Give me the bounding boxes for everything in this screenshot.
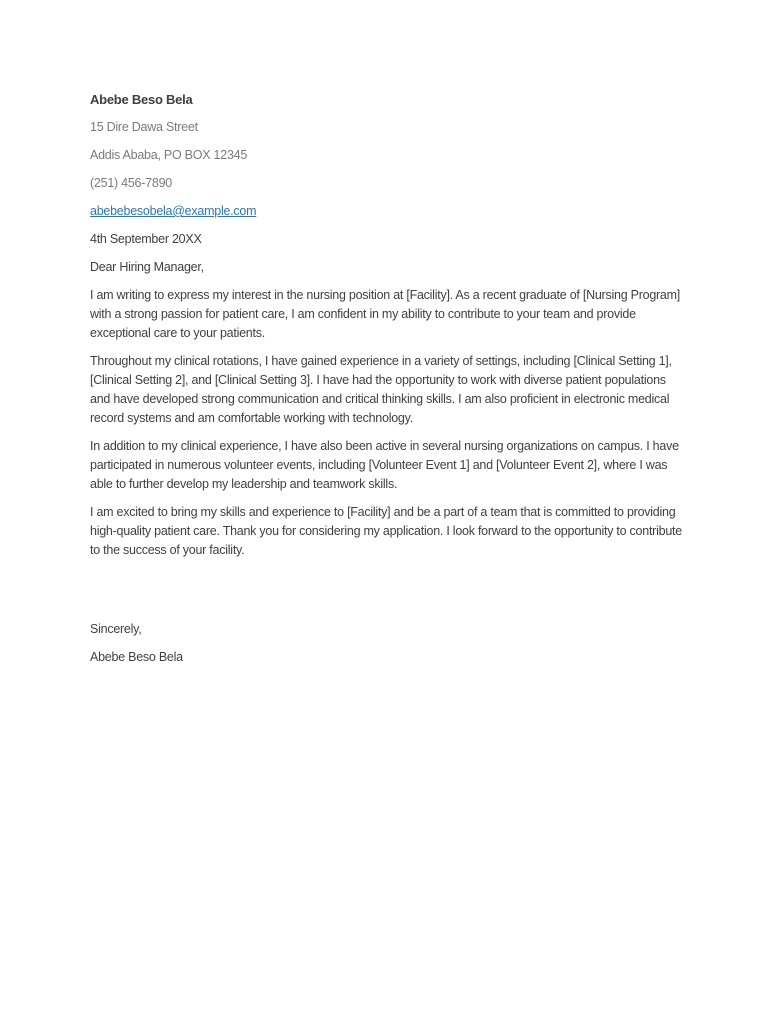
salutation: Dear Hiring Manager, <box>90 260 204 274</box>
sender-phone: (251) 456-7890 <box>90 176 172 190</box>
sender-address-line-2: Addis Ababa, PO BOX 12345 <box>90 148 248 162</box>
closing: Sincerely, <box>90 622 142 636</box>
letter-date: 4th September 20XX <box>90 232 202 246</box>
body-paragraph-1: I am writing to express my interest in the nursing position at [Facility]. As a recent graduate of [Nursing Program] with a strong passion for patient care, I am confident in my ability to contribute to your team and provide exceptional care to your patients. <box>90 288 681 340</box>
body-paragraph-2: Throughout my clinical rotations, I have gained experience in a variety of settings, including [Clinical Setting 1], [Clinical Setting 2], and [Clinical Setting 3]. I have had the opportunity to work with diverse patient populations and have developed strong communication and critical thinking skills. I am also proficient in electronic medical record systems and am comfortable working with technology. <box>90 354 672 425</box>
body-paragraph-4: I am excited to bring my skills and experience to [Facility] and be a part of a team that is committed to providing high-quality patient care. Thank you for considering my application. I look forward to the opportunity to contribute to the success of your facility. <box>90 505 682 557</box>
sender-name: Abebe Beso Bela <box>90 92 193 107</box>
body-paragraph-3: In addition to my clinical experience, I have also been active in several nursing organizations on campus. I have participated in numerous volunteer events, including [Volunteer Event 1] and [Volunteer Event 2], where I was able to further develop my leadership and teamwork skills. <box>90 439 679 491</box>
sender-email-link[interactable]: abebebesobela@example.com <box>90 204 257 218</box>
signature-gap <box>90 569 686 611</box>
sender-email-line <box>90 202 686 221</box>
cover-letter <box>90 90 686 676</box>
sender-address-line-1: 15 Dire Dawa Street <box>90 120 198 134</box>
signature-name: Abebe Beso Bela <box>90 650 183 664</box>
